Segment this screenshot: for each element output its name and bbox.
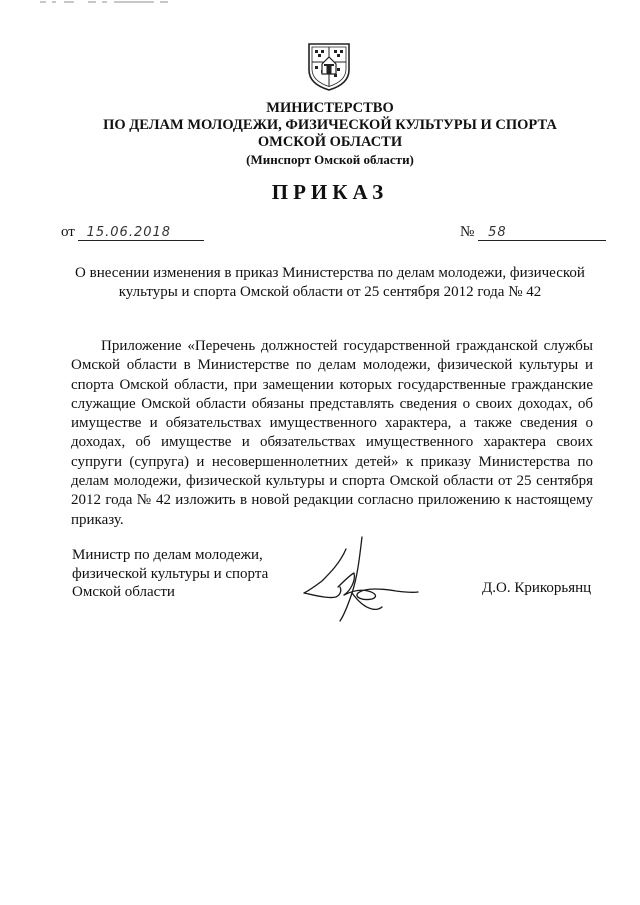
ministry-department: ПО ДЕЛАМ МОЛОДЕЖИ, ФИЗИЧЕСКОЙ КУЛЬТУРЫ И СПОРТА [103,117,557,133]
signer-position [72,546,332,602]
ministry-title: МИНИСТЕРСТВО [266,100,394,116]
document-type-heading: ПРИКАЗ [271,180,389,204]
signer-position-line-1: Министр по делам молодежи, [72,547,263,563]
number-underline [478,240,606,241]
order-body: Приложение «Перечень должностей государственной гражданской службы Омской области в Министерстве по делам молодежи, физической культуры и спорта Омской области, при замещении которых государственные гражданские служащие Омской области обязаны представлять сведения о своих доходах, об имуществе и обязательствах имущественного характера, а также сведения о доходах, об имуществе и обязательствах имущественного характера своих супруги (супруга) и несовершеннолетних детей» к приказу Министерства по делам молодежи, физической культуры и спорта Омской области от 25 сентября 2012 года № 42 изложить в новой редакции согласно приложению к настоящему приказу. [71,338,593,528]
number-label: № [460,224,475,240]
date-label: от [61,224,75,240]
coat-of-arms-icon [303,40,355,92]
order-subject: О внесении изменения в приказ Министерства по делам молодежи, физической культуры и спорта Омской области от 25 сентября 2012 года № 42 [75,265,585,300]
date-value: 15.06.2018 [86,225,172,240]
signer-position-line-3: Омской области [72,584,175,600]
scan-marks [40,0,180,6]
ministry-short-name: (Минспорт Омской области) [246,152,414,167]
signer-name: Д.О. Крикорьянц [482,580,592,596]
number-value: 58 [488,225,507,240]
signer-position-line-2: физической культуры и спорта [72,565,269,582]
ministry-region: ОМСКОЙ ОБЛАСТИ [257,134,403,150]
date-underline [78,240,204,241]
handwritten-signature [300,535,420,625]
